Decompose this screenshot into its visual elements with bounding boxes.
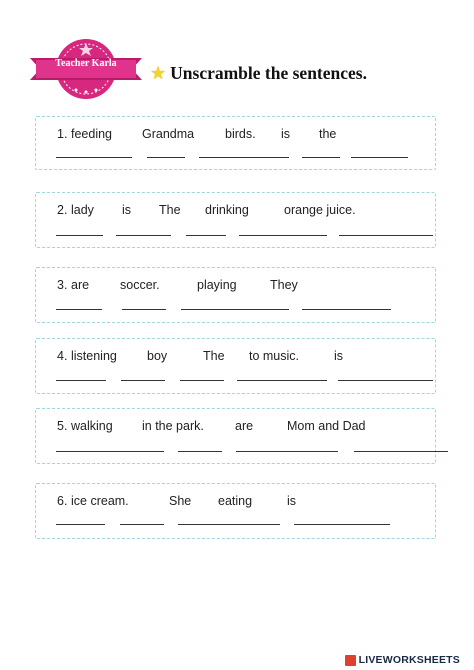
- word: Mom and Dad: [287, 419, 366, 433]
- word: are: [71, 278, 90, 292]
- word: eating: [218, 494, 253, 508]
- word: listening: [71, 349, 117, 363]
- answer-blank[interactable]: [239, 235, 327, 236]
- word: They: [270, 278, 298, 292]
- answer-blank[interactable]: [178, 451, 222, 452]
- answer-blank[interactable]: [56, 309, 102, 310]
- answer-blank[interactable]: [181, 309, 289, 310]
- answer-blank[interactable]: [56, 451, 164, 452]
- word: soccer.: [120, 278, 160, 292]
- answer-blank[interactable]: [56, 235, 103, 236]
- word: is: [287, 494, 297, 508]
- answer-blank[interactable]: [351, 157, 408, 158]
- answer-blank[interactable]: [122, 309, 166, 310]
- scrambled-words: [36, 278, 435, 296]
- exercise-number: 2.: [57, 203, 68, 217]
- liveworksheets-logo-icon: [345, 655, 356, 666]
- answer-blank[interactable]: [147, 157, 185, 158]
- word: feeding: [71, 127, 113, 141]
- exercise-5: [35, 408, 436, 464]
- word: to music.: [249, 349, 300, 363]
- page-title: Unscramble the sentences.: [170, 62, 367, 83]
- exercise-number: 6.: [57, 494, 68, 508]
- word: the: [319, 127, 337, 141]
- answer-blank[interactable]: [237, 380, 327, 381]
- answer-blank[interactable]: [199, 157, 289, 158]
- word: ice cream.: [71, 494, 129, 508]
- answer-blank[interactable]: [339, 235, 433, 236]
- answer-blank[interactable]: [294, 524, 390, 525]
- answer-blank[interactable]: [302, 309, 391, 310]
- brand-name: LIVEWORKSHEETS: [358, 654, 460, 666]
- word: orange juice.: [284, 203, 356, 217]
- word: are: [235, 419, 254, 433]
- badge-label: Teacher Karla: [55, 58, 117, 69]
- scrambled-words: [36, 203, 435, 221]
- exercise-number: 3.: [57, 278, 68, 292]
- answer-blank[interactable]: [56, 380, 106, 381]
- word: is: [122, 203, 132, 217]
- word: boy: [147, 349, 168, 363]
- word: birds.: [225, 127, 256, 141]
- scrambled-words: [36, 349, 435, 367]
- word: drinking: [205, 203, 249, 217]
- footer-brand: [345, 654, 460, 666]
- exercise-4: [35, 338, 436, 394]
- word: walking: [71, 419, 113, 433]
- star-icon: ★: [150, 63, 167, 83]
- exercise-number: 5.: [57, 419, 68, 433]
- scrambled-words: [36, 494, 435, 512]
- word: is: [334, 349, 344, 363]
- word: Grandma: [142, 127, 195, 141]
- word: She: [169, 494, 192, 508]
- answer-blank[interactable]: [121, 380, 165, 381]
- exercise-number: 4.: [57, 349, 68, 363]
- exercise-3: [35, 267, 436, 323]
- word: The: [159, 203, 181, 217]
- title-row: [150, 60, 367, 86]
- answer-blank[interactable]: [56, 157, 132, 158]
- word: The: [203, 349, 225, 363]
- answer-blank[interactable]: [302, 157, 340, 158]
- exercise-6: [35, 483, 436, 539]
- scrambled-words: [36, 419, 435, 437]
- answer-blank[interactable]: [120, 524, 164, 525]
- word: lady: [71, 203, 94, 217]
- answer-blank[interactable]: [338, 380, 433, 381]
- word: playing: [197, 278, 237, 292]
- word: is: [281, 127, 291, 141]
- answer-blank[interactable]: [116, 235, 171, 236]
- answer-blank[interactable]: [186, 235, 226, 236]
- answer-blank[interactable]: [178, 524, 280, 525]
- word: in the park.: [142, 419, 204, 433]
- teacher-badge: [28, 36, 144, 102]
- answer-blank[interactable]: [236, 451, 338, 452]
- answer-blank[interactable]: [354, 451, 448, 452]
- exercise-2: [35, 192, 436, 248]
- answer-blank[interactable]: [180, 380, 224, 381]
- answer-blank[interactable]: [56, 524, 105, 525]
- exercise-number: 1.: [57, 127, 68, 141]
- exercise-1: [35, 116, 436, 170]
- scrambled-words: [36, 127, 435, 145]
